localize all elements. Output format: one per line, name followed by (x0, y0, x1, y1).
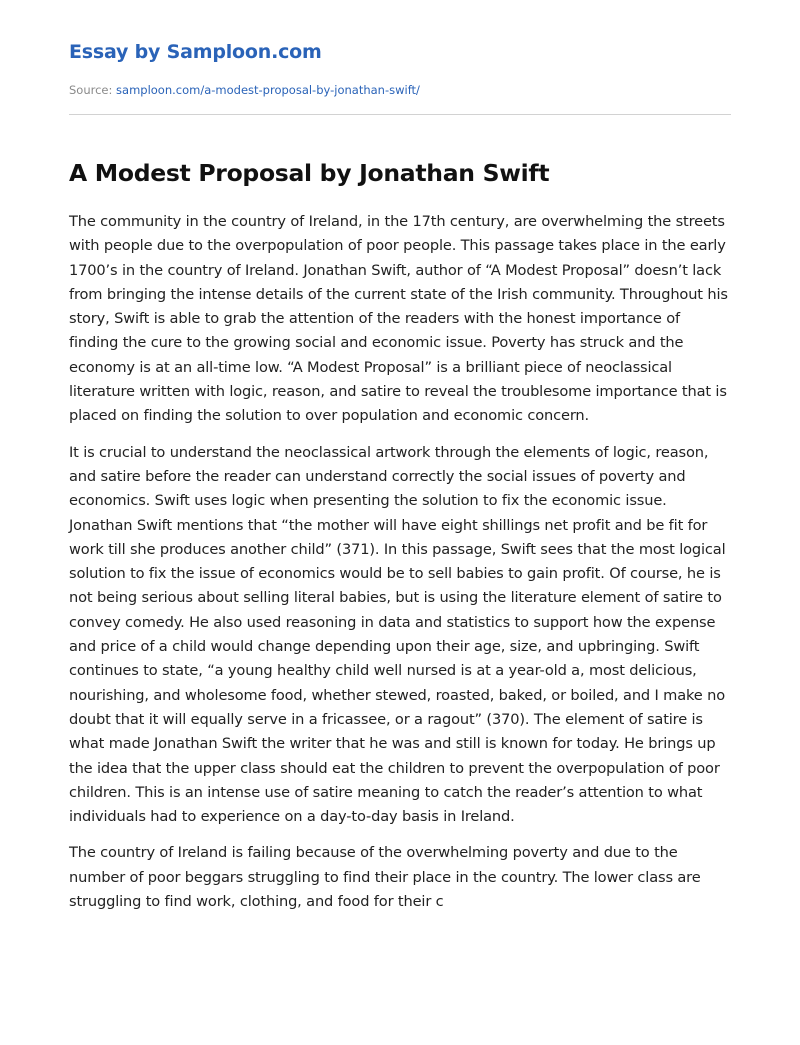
source-link[interactable]: samploon.com/a-modest-proposal-by-jonathan-swift/ (116, 83, 420, 97)
source-label: Source: (69, 83, 113, 97)
essay-paragraph-1: The community in the country of Ireland, in the 17th century, are overwhelming the streets with people due to the overpopulation of poor people. This passage takes place in the early 1700’s in the country of Ireland. Jonathan Swift, author of “A Modest Proposal” doesn’t lack from bringing the intense details of the current state of the Irish community. Throughout his story, Swift is able to grab the attention of the readers with the honest importance of finding the cure to the growing social and economic issue. Poverty has struck and the economy is at an all-time low. “A Modest Proposal” is a brilliant piece of neoclassical literature written with logic, reason, and satire to reveal the troublesome importance that is placed on finding the solution to over population and economic concern. (69, 213, 728, 425)
header-divider (69, 114, 731, 115)
essay-body (69, 210, 731, 926)
source-line (69, 83, 420, 97)
site-brand[interactable]: Essay by Samploon.com (69, 41, 322, 63)
essay-title: A Modest Proposal by Jonathan Swift (69, 159, 550, 187)
essay-paragraph-2: It is crucial to understand the neoclassical artwork through the elements of logic, reason, and satire before the reader can understand correctly the social issues of poverty and economics. Swift uses logic when presenting the solution to fix the economic issue. Jonathan Swift mentions that “the mother will have eight shillings net profit and be fit for work till she produces another child” (371). In this passage, Swift sees that the most logical solution to fix the issue of economics would be to sell babies to gain profit. Of course, he is not being serious about selling literal babies, but is using the literature element of satire to convey comedy. He also used reasoning in data and statistics to support how the expense and price of a child would change depending upon their age, size, and upbringing. Swift continues to state, “a young healthy child well nursed is at a year-old a, most delicious, nourishing, and wholesome food, whether stewed, roasted, baked, or boiled, and I make no doubt that it will equally serve in a fricassee, or a ragout” (370). The element of satire is what made Jonathan Swift the writer that he was and still is known for today. He brings up the idea that the upper class should eat the children to prevent the overpopulation of poor children. This is an intense use of satire meaning to catch the reader’s attention to what individuals had to experience on a day-to-day basis in Ireland. (69, 443, 726, 826)
essay-paragraph-3: The country of Ireland is failing because of the overwhelming poverty and due to the number of poor beggars struggling to find their place in the country. The lower class are struggling to find work, clothing, and food for their c (69, 844, 701, 911)
